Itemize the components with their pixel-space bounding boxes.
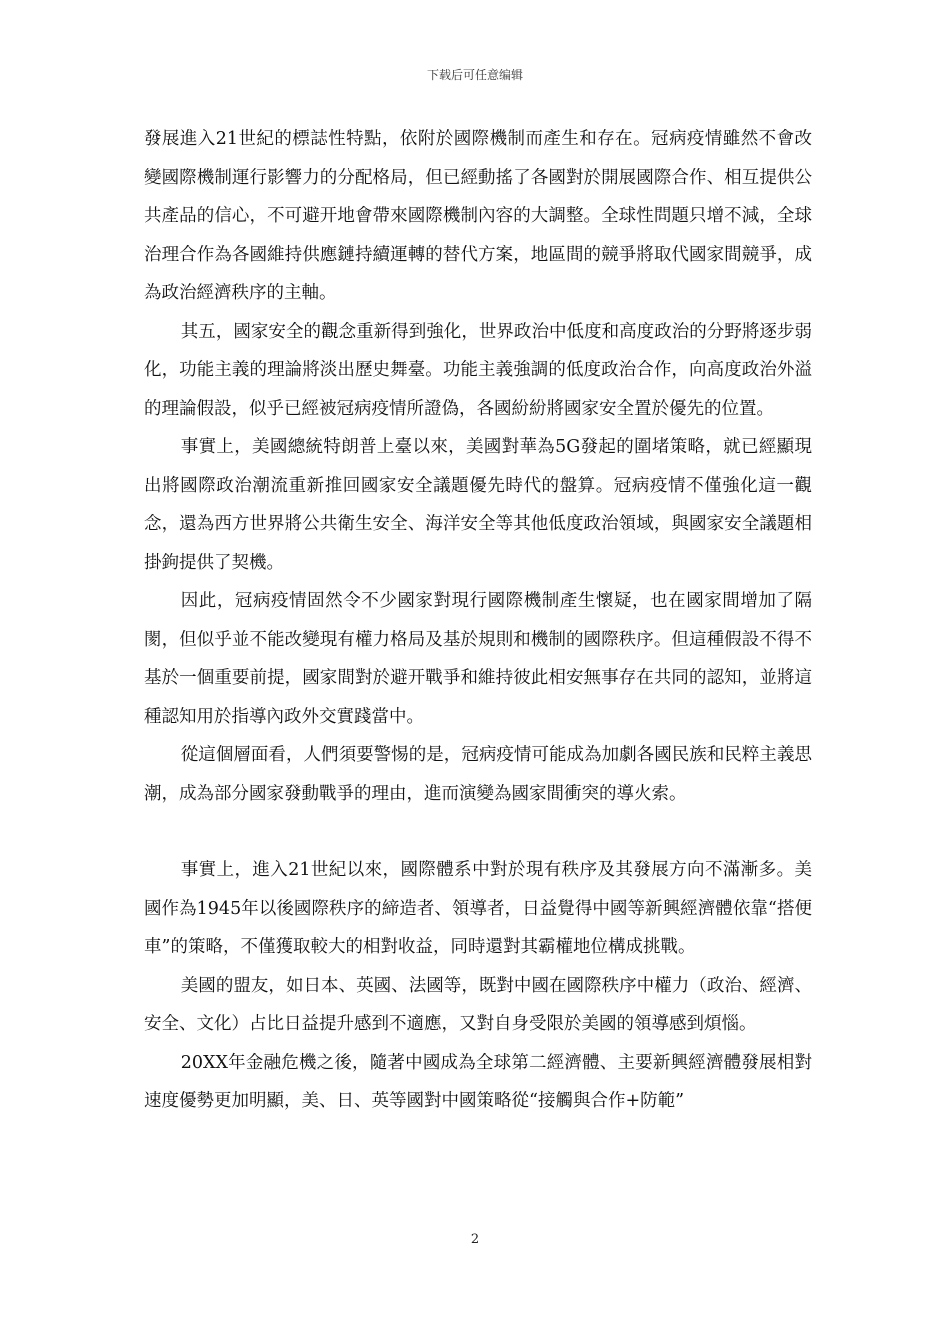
paragraph-gap xyxy=(144,813,812,851)
page-number: 2 xyxy=(470,1232,480,1247)
paragraph-3: 事實上，美國總統特朗普上臺以來，美國對華為5G發起的圍堵策略，就已經顯現出將國際政治潮流重新推回國家安全議題優先時代的盤算。冠病疫情不僅強化這一觀念，還為西方世界將公共衛生安全、海洋安全等其他低度政治領域，與國家安全議題相掛鉤提供了契機。 xyxy=(144,437,812,573)
paragraph-1: 發展進入21世紀的標誌性特點，依附於國際機制而產生和存在。冠病疫情雖然不會改變國際機制運行影響力的分配格局，但已經動搖了各國對於開展國際合作、相互提供公共產品的信心，不可避开地會帶來國際機制內容的大調整。全球性問題只增不減，全球治理合作為各國維持供應鏈持續運轉的替代方案，地區間的競爭將取代國家間競爭，成為政治經濟秩序的主軸。 xyxy=(144,129,812,303)
paragraph-4: 因此，冠病疫情固然令不少國家對現行國際機制產生懷疑，也在國家間增加了隔閡，但似乎並不能改變現有權力格局及基於規則和機制的國際秩序。但這種假設不得不基於一個重要前提，國家間對於避开戰爭和維持彼此相安無事存在共同的認知，並將這種認知用於指導內政外交實踐當中。 xyxy=(144,591,812,727)
paragraph-7: 美國的盟友，如日本、英國、法國等，既對中國在國際秩序中權力（政治、經濟、安全、文化）占比日益提升感到不適應，又對自身受限於美國的領導感到煩惱。 xyxy=(144,975,812,1034)
document-body xyxy=(144,120,812,1121)
paragraph-2: 其五，國家安全的觀念重新得到強化，世界政治中低度和高度政治的分野將逐步弱化，功能主義的理論將淡出歷史舞臺。功能主義強調的低度政治合作，向高度政治外溢的理論假設，似乎已經被冠病疫情所證偽，各國紛紛將國家安全置於優先的位置。 xyxy=(144,321,812,419)
paragraph-6: 事實上，進入21世紀以來，國際體系中對於現有秩序及其發展方向不滿漸多。美國作為1945年以後國際秩序的締造者、領導者，日益覺得中國等新興經濟體依靠“搭便車”的策略，不僅獲取較大的相對收益，同時還對其霸權地位構成挑戰。 xyxy=(144,860,812,957)
page-header: 下载后可任意编辑 xyxy=(426,68,523,82)
paragraph-8: 20XX年金融危機之後，隨著中國成為全球第二經濟體、主要新興經濟體發展相對速度優勢更加明顯，美、日、英等國對中國策略從“接觸與合作+防範” xyxy=(144,1052,812,1111)
paragraph-5: 從這個層面看，人們須要警惕的是，冠病疫情可能成為加劇各國民族和民粹主義思潮，成為部分國家發動戰爭的理由，進而演變為國家間衝突的導火索。 xyxy=(144,745,812,804)
